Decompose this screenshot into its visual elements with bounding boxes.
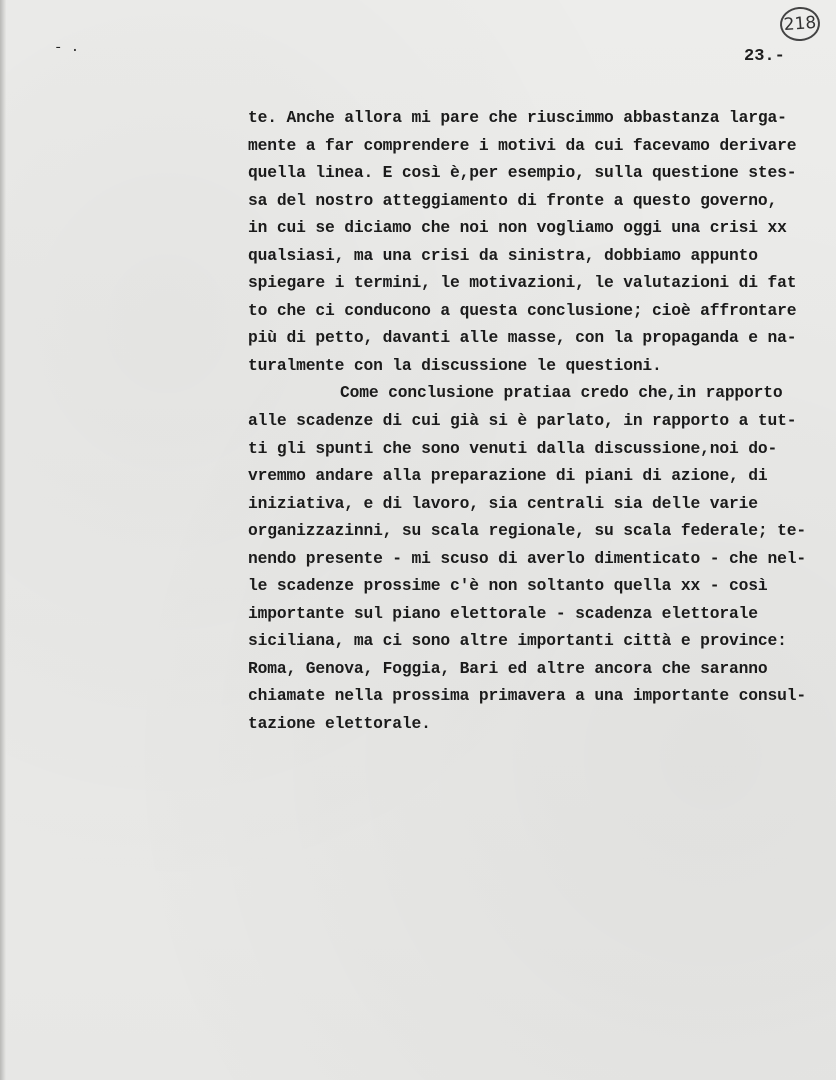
text-line: sa del nostro atteggiamento di fronte a questo governo, [248,190,778,210]
text-line: in cui se diciamo che noi non vogliamo oggi una crisi xx [248,218,787,238]
text-line: più di petto, davanti alle masse, con la propaganda e na- [248,328,797,348]
text-line: tazione elettorale. [248,714,431,734]
text-line: alle scadenze di cui già si è parlato, in rapporto a tut- [248,411,797,431]
typewritten-body [248,104,824,738]
text-line: Roma, Genova, Foggia, Bari ed altre ancora che saranno [248,658,768,678]
page-edge-shadow [0,0,6,1080]
text-line: mente a far comprendere i motivi da cui facevamo derivare [248,135,797,155]
archive-stamp [779,6,821,43]
text-line: siciliana, ma ci sono altre importanti città e province: [248,631,787,651]
text-line: ti gli spunti che sono venuti dalla discussione,noi do- [248,438,778,458]
text-line: to che ci conducono a questa conclusione; cioè affrontare [248,300,797,320]
text-line-paragraph-start: Come conclusione pratiaa credo che,in rapporto [340,383,783,403]
page-number: 23.- [744,47,785,66]
text-line: turalmente con la discussione le questioni. [248,355,662,375]
text-line: quella linea. E così è,per esempio, sulla questione stes- [248,163,797,183]
text-line: iniziativa, e di lavoro, sia centrali sia delle varie [248,493,758,513]
text-line: importante sul piano elettorale - scadenza elettorale [248,603,758,623]
text-line: nendo presente - mi scuso di averlo dimenticato - che nel- [248,548,806,568]
text-line: te. Anche allora mi pare che riuscimmo abbastanza larga- [248,108,787,127]
text-line: organizzazinni, su scala regionale, su scala federale; te- [248,521,806,541]
text-line: vremmo andare alla preparazione di piani di azione, di [248,466,768,486]
text-line: chiamate nella prossima primavera a una importante consul- [248,686,806,706]
text-line: le scadenze prossime c'è non soltanto quella xx - così [248,576,768,596]
archive-stamp-number: 218 [783,12,817,36]
text-line: qualsiasi, ma una crisi da sinistra, dobbiamo appunto [248,245,758,265]
text-line: spiegare i termini, le motivazioni, le valutazioni di fat [248,273,797,293]
margin-marks: - . [54,40,80,56]
